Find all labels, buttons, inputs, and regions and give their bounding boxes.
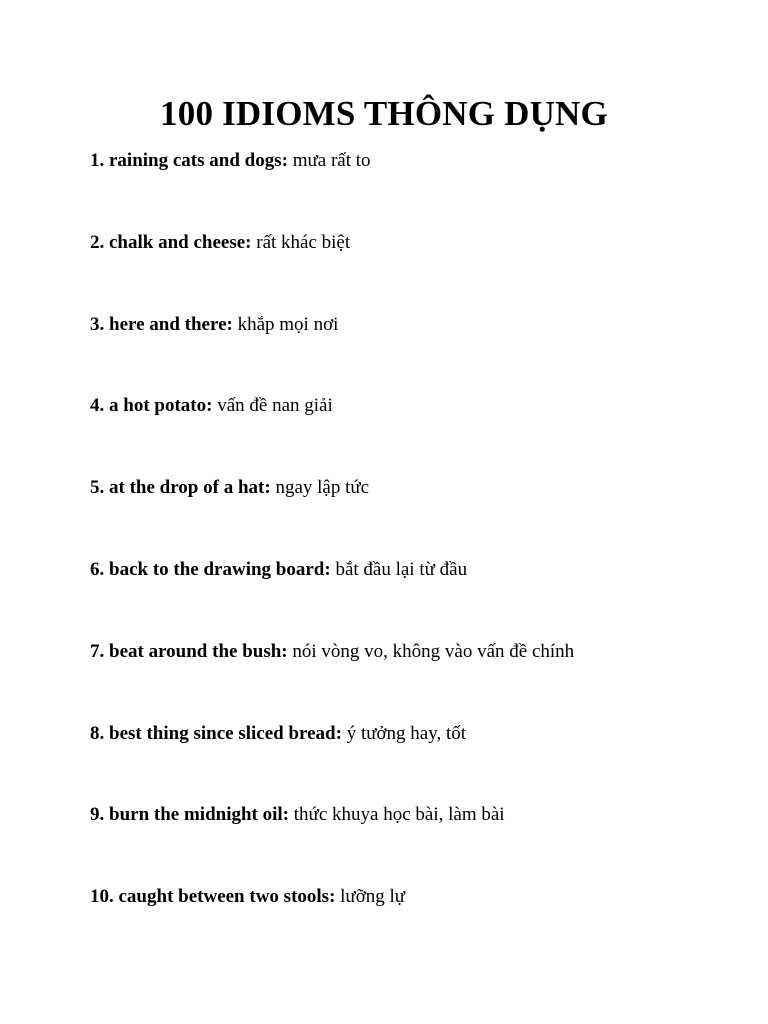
idiom-term: 7. beat around the bush: (90, 640, 288, 662)
idiom-item (90, 639, 730, 721)
idiom-meaning: lưỡng lự (340, 886, 406, 908)
idiom-term: 1. raining cats and dogs: (90, 150, 288, 171)
idiom-meaning: nói vòng vo, không vào vấn đề chính (292, 640, 575, 662)
idiom-term: 9. burn the midnight oil: (90, 804, 290, 826)
idiom-term: 4. a hot potato: (90, 395, 213, 417)
idiom-term: 5. at the drop of a hat: (90, 477, 271, 499)
idiom-item (90, 312, 730, 394)
idiom-meaning: vấn đề nan giải (217, 395, 333, 417)
idiom-item (90, 557, 730, 639)
idiom-meaning: thức khuya học bài, làm bài (293, 804, 505, 826)
idiom-item (90, 393, 730, 475)
idiom-item (90, 884, 730, 966)
document-title: 100 IDIOMS THÔNG DỤNG (160, 94, 608, 133)
idiom-meaning: ý tưởng hay, tốt (346, 722, 467, 744)
idiom-meaning: bắt đầu lại từ đầu (335, 558, 468, 580)
idiom-meaning: rất khác biệt (256, 231, 351, 253)
idiom-item (90, 148, 730, 230)
idiom-list (90, 148, 730, 966)
idiom-item (90, 230, 730, 312)
idiom-meaning: ngay lập tức (275, 477, 370, 499)
idiom-term: 10. caught between two stools: (90, 886, 336, 908)
idiom-meaning: mưa rất to (292, 150, 371, 171)
idiom-item (90, 721, 730, 803)
idiom-term: 8. best thing since sliced bread: (90, 722, 342, 744)
idiom-term: 6. back to the drawing board: (90, 558, 331, 580)
idiom-item (90, 475, 730, 557)
idiom-term: 2. chalk and cheese: (90, 231, 252, 253)
idiom-meaning: khắp mọi nơi (237, 313, 339, 335)
idiom-item (90, 802, 730, 884)
idiom-term: 3. here and there: (90, 313, 233, 335)
